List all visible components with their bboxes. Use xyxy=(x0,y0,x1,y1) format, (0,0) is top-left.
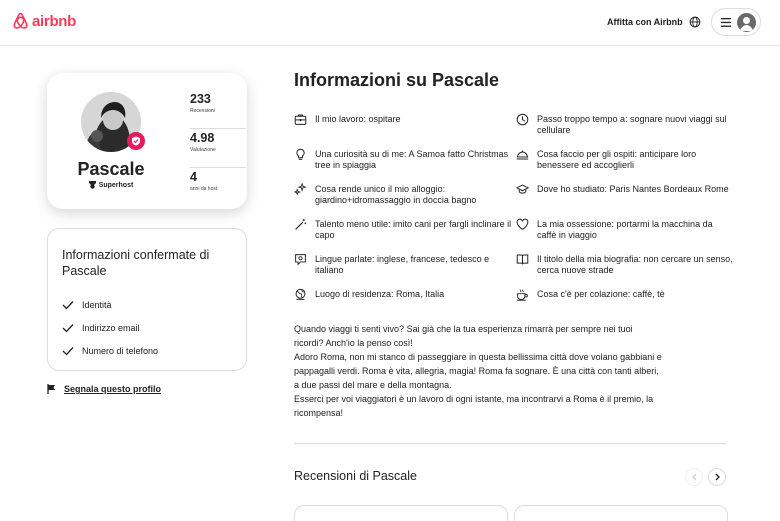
stat-label: Recensioni xyxy=(190,108,215,114)
fact-text: Cosa c'è per colazione: caffè, tè xyxy=(537,289,665,299)
globe-pin-icon xyxy=(294,288,307,301)
review-card[interactable] xyxy=(514,505,728,521)
fact-text: Dove ho studiato: Paris Nantes Bordeaux Rome xyxy=(537,184,729,194)
profile-name: Pascale xyxy=(77,159,145,179)
logo-text: airbnb xyxy=(32,12,77,30)
host-link[interactable]: Affitta con Airbnb xyxy=(607,17,683,27)
fact-unique-home xyxy=(294,184,516,219)
check-icon xyxy=(62,346,74,356)
sparkles-icon xyxy=(294,183,307,196)
stat-value: 4.98 xyxy=(190,131,215,145)
reviews-next-button[interactable] xyxy=(708,468,726,486)
confirmed-item-label: Numero di telefono xyxy=(82,345,159,356)
airbnb-logo[interactable] xyxy=(12,12,76,30)
section-divider xyxy=(294,443,726,444)
person-icon xyxy=(737,13,756,32)
confirmed-info-card xyxy=(47,228,247,371)
fact-biography-title xyxy=(516,254,734,289)
graduation-cap-icon xyxy=(516,183,529,196)
magic-wand-icon xyxy=(294,218,307,231)
fact-useless-talent xyxy=(294,219,516,254)
fact-text: Cosa faccio per gli ospiti: anticipare loro benessere ed accoglierli xyxy=(537,149,697,170)
report-profile-link[interactable] xyxy=(47,384,161,394)
superhost-medal-icon xyxy=(89,181,96,189)
stat-label: Valutazione xyxy=(190,147,216,153)
heart-icon xyxy=(516,218,529,231)
fact-text: Talento meno utile: imito cani per fargli inclinare il capo xyxy=(315,219,512,240)
fact-work xyxy=(294,114,516,149)
flag-icon xyxy=(47,384,56,394)
book-icon xyxy=(516,253,529,266)
stat-years-hosting xyxy=(190,168,246,207)
check-icon xyxy=(62,300,74,310)
profile-stats xyxy=(190,90,246,207)
superhost-label: Superhost xyxy=(98,181,134,189)
confirmed-item-identity xyxy=(62,293,232,316)
fact-school xyxy=(516,184,734,219)
confirmed-item-label: Indirizzo email xyxy=(82,322,140,333)
shield-check-icon xyxy=(131,136,141,146)
fact-fun-fact xyxy=(294,149,516,184)
reviews-title: Recensioni di Pascale xyxy=(294,469,417,483)
coffee-icon xyxy=(516,288,529,301)
fact-obsession xyxy=(516,219,734,254)
fact-text: Il mio lavoro: ospitare xyxy=(315,114,401,124)
stat-rating xyxy=(190,129,246,168)
reviews-prev-button[interactable] xyxy=(685,468,703,486)
about-facts xyxy=(294,114,734,324)
lightbulb-icon xyxy=(294,148,307,161)
verified-badge xyxy=(127,132,145,150)
chevron-left-icon xyxy=(691,473,698,481)
user-avatar xyxy=(737,13,756,32)
superhost-badge xyxy=(61,181,161,189)
fact-text: Luogo di residenza: Roma, Italia xyxy=(315,289,445,299)
chevron-right-icon xyxy=(714,473,721,481)
dish-icon xyxy=(516,148,529,161)
clock-icon xyxy=(516,113,529,126)
fact-languages xyxy=(294,254,516,289)
fact-text: Passo troppo tempo a: sognare nuovi viaggi sul cellulare xyxy=(537,114,727,135)
fact-text: La mia ossessione: portarmi la macchina da caffè in viaggio xyxy=(537,219,713,240)
check-icon xyxy=(62,323,74,333)
about-title: Informazioni su Pascale xyxy=(294,70,500,90)
confirmed-item-email xyxy=(62,316,232,339)
confirmed-info-title: Informazioni confermate di Pascale xyxy=(62,248,210,278)
user-menu-button[interactable] xyxy=(711,8,761,36)
report-profile-label: Segnala questo profilo xyxy=(64,384,162,394)
fact-text: Il titolo della mia biografia: non cercare un senso, cerca nuove strade xyxy=(537,254,733,275)
stat-label: anni da host xyxy=(190,186,218,192)
profile-bio: Quando viaggi ti senti vivo? Sai già che la tua esperienza rimarrà per sempre nei tuoi ricordi? Anch'io la penso così! Adoro Roma, non mi stanco di passeggiare in questa bellissima città dove volano gabbiani e pappagalli verdi. Roma è vita, allegria, magia! Roma fa sognare. È una città con tanti alberi, a due passi del mare e della montagna. Esserci per voi viaggiatori è un lavoro di ogni istante, ma incontrarvi a Roma è il premio, la ricompensa! xyxy=(294,324,662,418)
stat-value: 4 xyxy=(190,170,197,184)
confirmed-info-list xyxy=(62,293,232,362)
speech-bubble-icon xyxy=(294,253,307,266)
fact-for-guests xyxy=(516,149,734,184)
fact-location xyxy=(294,289,516,324)
fact-breakfast xyxy=(516,289,734,324)
confirmed-item-phone xyxy=(62,339,232,362)
fact-text: Cosa rende unico il mio alloggio: giardino+idromassaggio in doccia bagno xyxy=(315,184,477,205)
review-card[interactable] xyxy=(294,505,508,521)
briefcase-icon xyxy=(294,113,307,126)
confirmed-item-label: Identità xyxy=(82,299,112,310)
profile-card xyxy=(47,73,247,209)
fact-text: Lingue parlate: inglese, francese, tedesco e italiano xyxy=(315,254,490,275)
stat-reviews[interactable] xyxy=(190,90,246,129)
airbnb-logo-icon xyxy=(12,12,29,30)
fact-time-spent xyxy=(516,114,734,149)
fact-text: Una curiosità su di me: A Samoa fatto Christmas tree in spiaggia xyxy=(315,149,509,170)
stat-value: 233 xyxy=(190,92,211,106)
top-header xyxy=(0,0,780,46)
hamburger-icon xyxy=(721,18,731,27)
globe-icon[interactable] xyxy=(689,16,701,28)
